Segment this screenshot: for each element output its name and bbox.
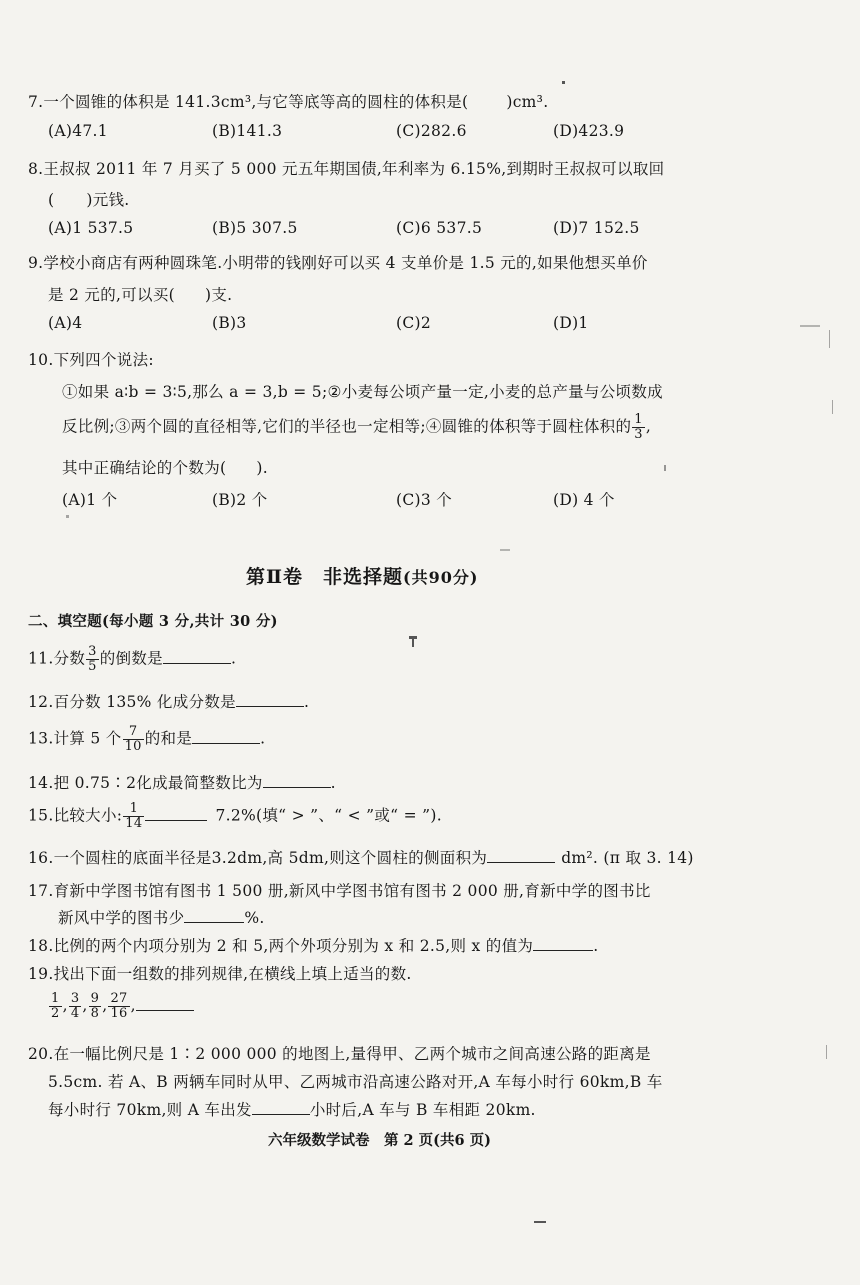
question-13: 13.计算 5 个 $\frac{7}{10}$ 的和是 . xyxy=(28,724,266,754)
option-c: (C)3 个 xyxy=(396,491,453,509)
fraction: $\frac{3}{5}$ xyxy=(88,644,97,674)
question-20-line3: 每小时行 70km,则 A 车出发 小时后,A 车与 B 车相距 20km. xyxy=(48,1101,536,1119)
scan-speck xyxy=(800,325,820,327)
option-a: (A)47.1 xyxy=(48,122,108,140)
question-12: 12.百分数 135% 化成分数是 . xyxy=(28,693,310,711)
option-c: (C)6 537.5 xyxy=(396,219,483,237)
question-8 xyxy=(28,157,664,179)
option-b: (B)3 xyxy=(212,314,247,332)
question-19: 19.找出下面一组数的排列规律,在横线上填上适当的数. xyxy=(28,965,412,983)
scan-speck xyxy=(829,330,830,348)
question-17-line2: 新风中学的图书少 %. xyxy=(58,909,265,927)
scan-speck xyxy=(66,515,69,518)
question-11: 11.分数 $\frac{3}{5}$ 的倒数是 . xyxy=(28,644,237,674)
fraction: $\frac{9}{8}$ xyxy=(90,991,100,1021)
question-number: 7. xyxy=(28,93,44,111)
fraction: $\frac{1}{3}$ xyxy=(634,412,643,442)
answer-blank[interactable] xyxy=(252,1100,310,1115)
number-sequence: $\frac{1}{2}$ , $\frac{3}{4}$ , $\frac{9}{8}$ , $\frac{27}{16}$ , xyxy=(48,992,194,1021)
part2-heading: 二、填空题(每小题 3 分,共计 30 分) xyxy=(28,613,278,630)
question-9 xyxy=(28,251,648,273)
scan-speck xyxy=(412,638,414,647)
section-title: 第Ⅱ卷 非选择题(共90分) xyxy=(246,566,479,588)
fraction: $\frac{27}{16}$ xyxy=(110,991,128,1021)
question-14: 14.把 0.75∶2化成最简整数比为 . xyxy=(28,774,336,792)
question-number: 8. xyxy=(28,160,44,178)
answer-blank[interactable] xyxy=(163,649,231,664)
answer-blank[interactable] xyxy=(192,729,260,744)
question-7 xyxy=(28,90,548,112)
scan-speck xyxy=(832,400,833,414)
scan-speck xyxy=(534,1221,546,1223)
question-18: 18.比例的两个内项分别为 2 和 5,两个外项分别为 x 和 2.5,则 x 的值为 . xyxy=(28,937,599,955)
answer-blank[interactable] xyxy=(263,773,331,788)
question-10-line3: 其中正确结论的个数为( ). xyxy=(62,459,268,477)
answer-blank[interactable] xyxy=(136,996,194,1011)
answer-blank[interactable] xyxy=(236,692,304,707)
option-a: (A)4 xyxy=(48,314,83,332)
question-stem: 是 2 元的,可以买( xyxy=(48,286,175,304)
option-c: (C)2 xyxy=(396,314,432,332)
fraction: $\frac{7}{10}$ xyxy=(124,724,142,754)
question-stem-end: )cm³. xyxy=(506,93,549,111)
scan-speck xyxy=(664,465,666,471)
fraction: $\frac{1}{14}$ xyxy=(125,801,143,831)
question-15: 15.比较大小: $\frac{1}{14}$ 7.2%(填“ > ”、“ < ”或“ = ”). xyxy=(28,801,442,831)
option-a: (A)1 个 xyxy=(62,491,118,509)
question-stem: 学校小商店有两种圆珠笔.小明带的钱刚好可以买 4 支单价是 1.5 元的,如果他想买单价 xyxy=(43,254,648,272)
question-stem-end: )支. xyxy=(205,286,233,304)
page-footer: 六年级数学试卷 第 2 页(共6 页) xyxy=(268,1132,492,1149)
question-number: 9. xyxy=(28,254,44,272)
question-10 xyxy=(28,348,154,370)
question-17: 17.育新中学图书馆有图书 1 500 册,新风中学图书馆有图书 2 000 册,育新中学的图书比 xyxy=(28,882,651,900)
question-16: 16.一个圆柱的底面半径是3.2dm,高 5dm,则这个圆柱的侧面积为 dm². (π 取 3. 14) xyxy=(28,849,694,867)
question-number: 10. xyxy=(28,351,54,369)
answer-blank[interactable] xyxy=(184,908,244,923)
question-stem: 一个圆锥的体积是 141.3cm³,与它等底等高的圆柱的体积是( xyxy=(43,93,469,111)
fraction: $\frac{3}{4}$ xyxy=(70,991,80,1021)
question-8-line2 xyxy=(48,188,130,210)
scan-speck xyxy=(500,549,510,551)
answer-blank[interactable] xyxy=(487,848,555,863)
question-stem-end: )元钱. xyxy=(86,191,130,209)
option-c: (C)282.6 xyxy=(396,122,467,140)
question-10-line2: 反比例;③两个圆的直径相等,它们的半径也一定相等;④圆锥的体积等于圆柱体积的 $\frac{1}{3}$ , xyxy=(62,412,652,442)
question-20: 20.在一幅比例尺是 1∶2 000 000 的地图上,量得甲、乙两个城市之间高速公路的距离是 xyxy=(28,1045,651,1063)
answer-paren-open: ( xyxy=(48,191,55,209)
question-stem: 王叔叔 2011 年 7 月买了 5 000 元五年期国债,年利率为 6.15%,到期时王叔叔可以取回 xyxy=(43,160,665,178)
option-d: (D)1 xyxy=(553,314,589,332)
option-d: (D)7 152.5 xyxy=(553,219,640,237)
question-9-line2 xyxy=(48,283,232,305)
scan-speck xyxy=(826,1045,827,1059)
option-d: (D) 4 个 xyxy=(553,491,615,509)
answer-blank[interactable] xyxy=(145,806,207,821)
question-stem: 下列四个说法: xyxy=(53,351,154,369)
question-10-line1: ①如果 a∶b = 3∶5,那么 a = 3,b = 5;②小麦每公顷产量一定,小麦的总产量与公顷数成 xyxy=(62,383,663,401)
option-b: (B)141.3 xyxy=(212,122,283,140)
fraction: $\frac{1}{2}$ xyxy=(51,991,60,1021)
answer-blank[interactable] xyxy=(533,936,593,951)
scan-speck xyxy=(562,81,565,84)
option-d: (D)423.9 xyxy=(553,122,625,140)
question-20-line2: 5.5cm. 若 A、B 两辆车同时从甲、乙两城市沿高速公路对开,A 车每小时行 60km,B 车 xyxy=(48,1073,663,1091)
option-b: (B)2 个 xyxy=(212,491,268,509)
option-a: (A)1 537.5 xyxy=(48,219,134,237)
option-b: (B)5 307.5 xyxy=(212,219,298,237)
